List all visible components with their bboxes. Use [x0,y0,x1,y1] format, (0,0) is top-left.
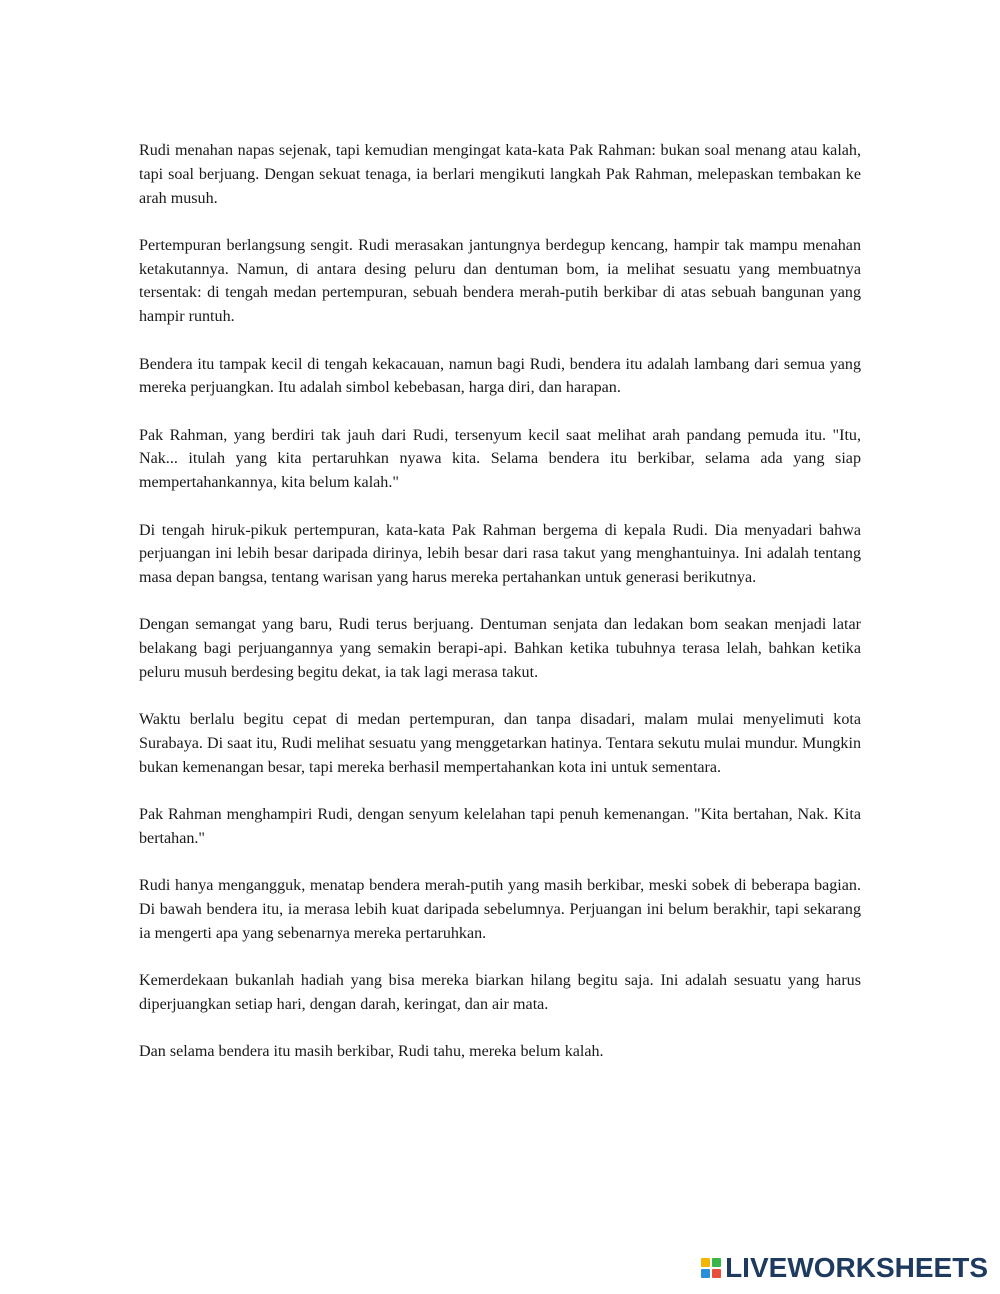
paragraph: Dengan semangat yang baru, Rudi terus berjuang. Dentuman senjata dan ledakan bom seakan menjadi latar belakang bagi perjuangannya yang semakin berapi-api. Bahkan ketika tubuhnya terasa lelah, bahkan ketika peluru musuh berdesing begitu dekat, ia tak lagi merasa takut. [139,616,861,682]
paragraph: Rudi menahan napas sejenak, tapi kemudian mengingat kata-kata Pak Rahman: bukan soal menang atau kalah, tapi soal berjuang. Dengan sekuat tenaga, ia berlari mengikuti langkah Pak Rahman, melepaskan tembakan ke arah musuh. [139,142,861,207]
logo-mark-icon [701,1258,721,1278]
paragraph: Pak Rahman, yang berdiri tak jauh dari Rudi, tersenyum kecil saat melihat arah pandang pemuda itu. "Itu, Nak... itulah yang kita pertaruhkan nyawa kita. Selama bendera itu berkibar, selama ada yang siap mempertahankannya, kita belum kalah." [139,426,861,492]
paragraph: Di tengah hiruk-pikuk pertempuran, kata-kata Pak Rahman bergema di kepala Rudi. Dia menyadari bahwa perjuangan ini lebih besar daripada dirinya, lebih besar dari rasa takut yang menghantuinya. Ini adalah tentang masa depan bangsa, tentang warisan yang harus mereka pertahankan untuk generasi berikutnya. [139,521,861,587]
paragraph: Waktu berlalu begitu cepat di medan pertempuran, dan tanpa disadari, malam mulai menyelimuti kota Surabaya. Di saat itu, Rudi melihat sesuatu yang menggetarkan hatinya. Tentara sekutu mulai mundur. Mungkin bukan kemenangan besar, tapi mereka berhasil mempertahankan kota ini untuk sementara. [139,711,861,776]
logo-square-blue [701,1269,710,1278]
paragraph: Pak Rahman menghampiri Rudi, dengan senyum kelelahan tapi penuh kemenangan. "Kita bertahan, Nak. Kita bertahan." [139,806,861,848]
paragraph: Rudi hanya mengangguk, menatap bendera merah-putih yang masih berkibar, meski sobek di beberapa bagian. Di bawah bendera itu, ia merasa lebih kuat daripada sebelumnya. Perjuangan ini belum berakhir, tapi sekarang ia mengerti apa yang sebenarnya mereka pertaruhkan. [139,877,861,942]
paragraph: Dan selama bendera itu masih berkibar, Rudi tahu, mereka belum kalah. [139,1043,604,1061]
logo-square-green [712,1258,721,1267]
paragraph: Pertempuran berlangsung sengit. Rudi merasakan jantungnya berdegup kencang, hampir tak mampu menahan ketakutannya. Namun, di antara desing peluru dan dentuman bom, ia melihat sesuatu yang membuatnya tersentak: di tengah medan pertempuran, sebuah bendera merah-putih berkibar di atas sebuah bangunan yang hampir runtuh. [139,236,861,326]
logo-square-red [712,1269,721,1278]
paragraph: Kemerdekaan bukanlah hadiah yang bisa mereka biarkan hilang begitu saja. Ini adalah sesuatu yang harus diperjuangkan setiap hari, dengan darah, keringat, dan air mata. [139,972,861,1014]
logo-text: LIVEWORKSHEETS [725,1252,988,1283]
logo-square-yellow [701,1258,710,1267]
liveworksheets-logo [701,1252,988,1284]
document-page [139,139,861,1088]
paragraph: Bendera itu tampak kecil di tengah kekacauan, namun bagi Rudi, bendera itu adalah lambang dari semua yang mereka perjuangkan. Itu adalah simbol kebebasan, harga diri, dan harapan. [139,355,861,397]
